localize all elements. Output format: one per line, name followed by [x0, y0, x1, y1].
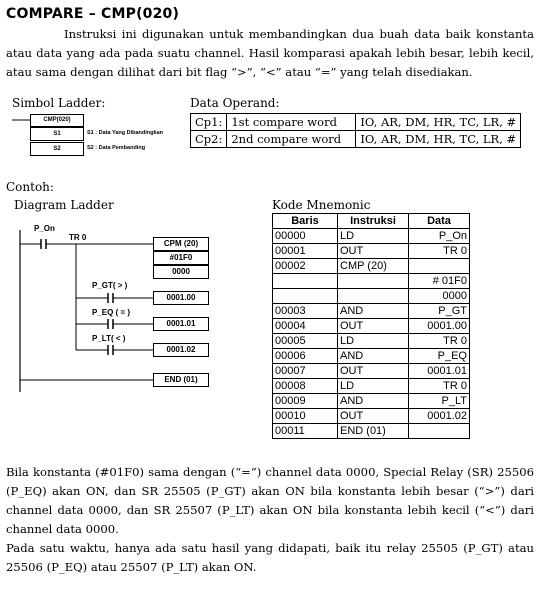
- operand-areas: IO, AR, DM, HR, TC, LR, #: [356, 114, 521, 131]
- mnemonic-table: [272, 213, 470, 439]
- mnemonic-heading: Kode Mnemonic: [272, 198, 371, 212]
- explanation-paragraph-2: Pada satu waktu, hanya ada satu hasil yang didapati, baik itu relay 25505 (P_GT) atau 25506 (P_EQ) atau 25507 (P_LT) akan ON.: [6, 541, 534, 574]
- operand-code: Cp1:: [191, 114, 227, 131]
- mnemonic-row: [273, 349, 470, 364]
- mnemonic-baris: 00011: [273, 424, 338, 439]
- mnemonic-baris: 00006: [273, 349, 338, 364]
- mnemonic-row: [273, 379, 470, 394]
- s2-description: S2 : Data Pembanding: [87, 145, 146, 151]
- mnemonic-data: P_EQ: [409, 349, 470, 364]
- tr0-label: TR 0: [69, 233, 87, 242]
- mnemonic-row: [273, 274, 470, 289]
- page-title: COMPARE – CMP(020): [6, 6, 180, 22]
- cmp-const-box: #01F0: [153, 251, 209, 265]
- operand-table: [190, 113, 521, 148]
- gt-output-box: 0001.00: [153, 291, 209, 305]
- mnemonic-row: [273, 409, 470, 424]
- mnemonic-header-row: [273, 214, 470, 229]
- mnemonic-instruksi: [338, 289, 409, 304]
- mnemonic-instruksi: LD: [338, 229, 409, 244]
- mnemonic-instruksi: OUT: [338, 244, 409, 259]
- mnemonic-baris: 00001: [273, 244, 338, 259]
- operand-code: Cp2:: [191, 131, 227, 148]
- operand-heading: Data Operand:: [190, 96, 280, 110]
- mnemonic-instruksi: CMP (20): [338, 259, 409, 274]
- p-on-label: P_On: [34, 224, 55, 233]
- contoh-heading: Contoh:: [6, 180, 54, 194]
- simbol-cmp-box: CMP(020): [30, 114, 84, 127]
- mnemonic-row: [273, 244, 470, 259]
- mnemonic-instruksi: OUT: [338, 319, 409, 334]
- mnemonic-row: [273, 334, 470, 349]
- ladder-diagram: [12, 220, 217, 435]
- explanation: [6, 463, 534, 577]
- mnemonic-baris: 00008: [273, 379, 338, 394]
- p-gt-label: P_GT( > ): [92, 281, 128, 290]
- p-eq-label: P_EQ ( = ): [92, 308, 131, 317]
- mnemonic-baris: 00004: [273, 319, 338, 334]
- mnemonic-baris: 00010: [273, 409, 338, 424]
- eq-output-box: 0001.01: [153, 317, 209, 331]
- mnemonic-instruksi: AND: [338, 349, 409, 364]
- mnemonic-instruksi: AND: [338, 394, 409, 409]
- explanation-paragraph-1: Bila konstanta (#01F0) sama dengan (“=”) channel data 0000, Special Relay (SR) 25506 (P_EQ) akan ON, dan SR 25505 (P_GT) akan ON bila konstanta lebih besar (“>”) dari channel data 0000, dan SR 25507 (P_LT) akan ON bila konstanta lebih kecil (“<”) dari channel data 0000.: [6, 465, 534, 536]
- cmp-channel-box: 0000: [153, 265, 209, 279]
- simbol-s1-box: S1: [30, 127, 84, 141]
- mnemonic-row: [273, 289, 470, 304]
- mnemonic-data: P_LT: [409, 394, 470, 409]
- mnemonic-row: [273, 364, 470, 379]
- mnemonic-instruksi: LD: [338, 334, 409, 349]
- mnemonic-row: [273, 394, 470, 409]
- mnemonic-instruksi: OUT: [338, 409, 409, 424]
- mnemonic-data: [409, 424, 470, 439]
- mnemonic-data: TR 0: [409, 379, 470, 394]
- mnemonic-data: [409, 259, 470, 274]
- mnemonic-baris: 00000: [273, 229, 338, 244]
- operand-name: 2nd compare word: [227, 131, 356, 148]
- header-baris: Baris: [273, 214, 338, 229]
- mnemonic-data: 0001.00: [409, 319, 470, 334]
- header-data: Data: [409, 214, 470, 229]
- mnemonic-data: P_GT: [409, 304, 470, 319]
- mnemonic-baris: [273, 289, 338, 304]
- mnemonic-row: [273, 229, 470, 244]
- mnemonic-instruksi: [338, 274, 409, 289]
- mnemonic-baris: 00003: [273, 304, 338, 319]
- mnemonic-data: TR 0: [409, 244, 470, 259]
- mnemonic-row: [273, 304, 470, 319]
- lt-output-box: 0001.02: [153, 343, 209, 357]
- header-instruksi: Instruksi: [338, 214, 409, 229]
- operand-name: 1st compare word: [227, 114, 356, 131]
- operand-row: [191, 131, 521, 148]
- mnemonic-baris: 00005: [273, 334, 338, 349]
- cmp-box: CPM (20): [153, 237, 209, 251]
- mnemonic-data: # 01F0: [409, 274, 470, 289]
- mnemonic-baris: 00002: [273, 259, 338, 274]
- operand-areas: IO, AR, DM, HR, TC, LR, #: [356, 131, 521, 148]
- mnemonic-baris: 00009: [273, 394, 338, 409]
- mnemonic-baris: [273, 274, 338, 289]
- mnemonic-instruksi: END (01): [338, 424, 409, 439]
- simbol-s2-box: S2: [30, 142, 84, 156]
- intro-text: Instruksi ini digunakan untuk membandingkan dua buah data baik konstanta atau data yang ada pada suatu channel. Hasil komparasi apakah lebih besar, lebih kecil, atau sama dengan dilihat dari bit flag “>”, “<” atau “=” yang telah disediakan.: [6, 27, 534, 79]
- mnemonic-data: TR 0: [409, 334, 470, 349]
- simbol-ladder: [12, 114, 192, 162]
- mnemonic-data: 0001.02: [409, 409, 470, 424]
- mnemonic-row: [273, 424, 470, 439]
- diagram-heading: Diagram Ladder: [14, 198, 114, 212]
- simbol-heading: Simbol Ladder:: [12, 96, 106, 110]
- s1-description: S1 : Data Yang Dibandingkan: [87, 130, 163, 136]
- end-box: END (01): [153, 373, 209, 387]
- mnemonic-data: P_On: [409, 229, 470, 244]
- p-lt-label: P_LT( < ): [92, 334, 126, 343]
- mnemonic-data: 0000: [409, 289, 470, 304]
- mnemonic-instruksi: AND: [338, 304, 409, 319]
- mnemonic-instruksi: LD: [338, 379, 409, 394]
- mnemonic-row: [273, 259, 470, 274]
- operand-row: [191, 114, 521, 131]
- mnemonic-row: [273, 319, 470, 334]
- mnemonic-baris: 00007: [273, 364, 338, 379]
- mnemonic-instruksi: OUT: [338, 364, 409, 379]
- mnemonic-data: 0001.01: [409, 364, 470, 379]
- intro-paragraph: [6, 25, 534, 82]
